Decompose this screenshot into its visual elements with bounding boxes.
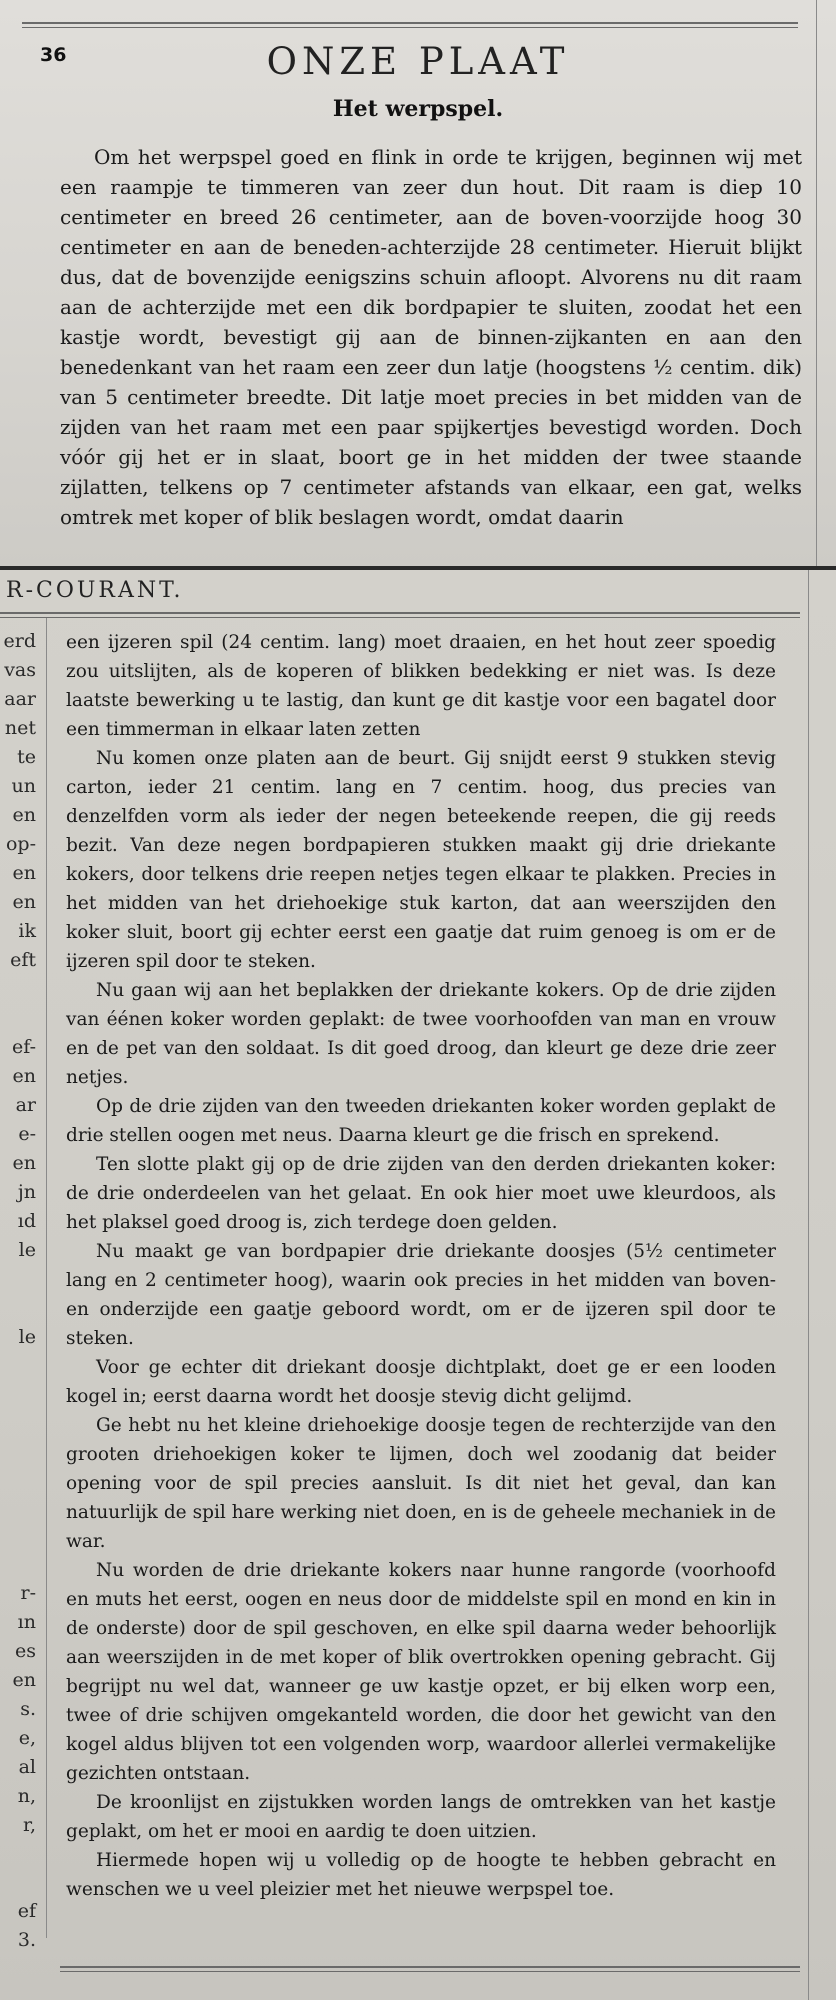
margin-fragment: erd	[3, 630, 36, 652]
margin-fragment: op-	[5, 833, 36, 855]
margin-fragment: en	[12, 1152, 36, 1174]
margin-fragment: en	[12, 1669, 36, 1691]
margin-fragment: ın	[17, 1611, 36, 1633]
margin-fragment: aar	[4, 688, 36, 710]
margin-fragment: 3.	[17, 1929, 36, 1951]
margin-fragment: al	[18, 1756, 36, 1778]
margin-fragment: s.	[20, 1698, 36, 1720]
margin-fragment: vas	[4, 659, 36, 681]
body-paragraph: Nu komen onze platen aan de beurt. Gij snijdt eerst 9 stukken stevig carton, ieder 21 centim. lang en 7 centim. hoog, dus precies van denzelfden vorm als ieder der negen beteekende reepen, die gij reeds bezit. Van deze negen bordpapieren stukken maakt gij drie driekante kokers, door telkens drie reepen netjes tegen elkaar te plakken. Precies in het midden van het driehoekige stuk karton, dat aan weerszijden den koker sluit, boort gij echter eerst een gaatje dat ruim genoeg is om er de ijzeren spil door te steken.	[66, 748, 776, 972]
margin-fragment: e,	[18, 1727, 36, 1749]
bottom-page-scan	[0, 570, 836, 2000]
margin-fragment: en	[12, 862, 36, 884]
margin-fragment: un	[11, 775, 36, 797]
body-paragraph: Nu maakt ge van bordpapier drie driekante doosjes (5½ centimeter lang en 2 centimeter hoog), waarin ook precies in het midden van boven- en onderzijde een gaatje geboord wordt, om er de ijzeren spil door te steken.	[66, 1241, 776, 1349]
margin-fragment: le	[18, 1326, 36, 1348]
margin-fragment: en	[12, 891, 36, 913]
body-paragraph: De kroonlijst en zijstukken worden langs de omtrekken van het kastje geplakt, om het er mooi en aardig te doen uitzien.	[66, 1792, 776, 1842]
article-subtitle: Het werpspel.	[332, 96, 504, 122]
margin-fragment: r-	[20, 1582, 36, 1604]
left-margin-fragments	[0, 570, 40, 2000]
margin-fragment: te	[17, 746, 36, 768]
margin-fragment: en	[12, 1065, 36, 1087]
page-header: R-COURANT.	[6, 578, 184, 603]
margin-fragment: eft	[10, 949, 36, 971]
margin-fragment: ıd	[17, 1210, 36, 1232]
bottom-footer-rule	[60, 1966, 800, 1972]
body-paragraph: Nu gaan wij aan het beplakken der driekante kokers. Op de drie zijden van éénen koker worden geplakt: de twee voorhoofden van man en vrouw en de pet van den soldaat. Is dit goed droog, dan kleurt ge deze drie zeer netjes.	[66, 980, 776, 1088]
margin-fragment: es	[15, 1640, 36, 1662]
margin-fragment: ar	[15, 1094, 36, 1116]
margin-fragment: n,	[17, 1785, 36, 1807]
margin-fragment: e-	[18, 1123, 36, 1145]
top-right-margin-line	[816, 0, 817, 566]
bottom-header-rule	[0, 612, 800, 618]
top-article-body	[60, 142, 802, 532]
column-divider	[46, 618, 47, 1938]
top-double-rule	[22, 22, 798, 28]
margin-fragment: r,	[22, 1814, 36, 1836]
margin-fragment: ef-	[11, 1036, 36, 1058]
margin-fragment: jn	[17, 1181, 36, 1203]
margin-fragment: en	[12, 804, 36, 826]
page-number: 36	[40, 44, 67, 66]
margin-fragment: ef	[17, 1900, 36, 1922]
page-title: ONZE PLAAT	[266, 40, 570, 83]
body-paragraph: Op de drie zijden van den tweeden driekanten koker worden geplakt de drie stellen oogen met neus. Daarna kleurt ge die frisch en sprekend.	[66, 1096, 776, 1146]
body-paragraph: Ten slotte plakt gij op de drie zijden van den derden driekanten koker: de drie onderdeelen van het gelaat. En ook hier moet uwe kleurdoos, als het plaksel goed droog is, zich terdege doen gelden.	[66, 1154, 776, 1233]
body-paragraph: Hiermede hopen wij u volledig op de hoogte te hebben gebracht en wenschen we u veel pleizier met het nieuwe werpspel toe.	[66, 1850, 776, 1900]
margin-fragment: le	[18, 1239, 36, 1261]
top-paragraph: Om het werpspel goed en flink in orde te krijgen, beginnen wij met een raampje te timmeren van zeer dun hout. Dit raam is diep 10 centimeter en breed 26 centimeter, aan de boven-voorzijde hoog 30 centimeter en aan de beneden-achterzijde 28 centimeter. Hieruit blijkt dus, dat de bovenzijde eenigszins schuin afloopt. Alvorens nu dit raam aan de achterzijde met een dik bordpapier te sluiten, zoodat het een kastje wordt, bevestigt gij aan de binnen-zijkanten en aan den benedenkant van het raam een zeer dun latje (hoogstens ½ centim. dik) van 5 centimeter breedte. Dit latje moet precies in bet midden van de zijden van het raam met een paar spijkertjes bevestigd worden. Doch vóór gij het er in slaat, boort ge in het midden der twee staande zijlatten, telkens op 7 centimeter afstands van elkaar, een gat, welks omtrek met koper of blik beslagen wordt, omdat daarin	[60, 145, 802, 529]
bottom-article-body	[66, 628, 776, 1904]
margin-fragment: net	[4, 717, 36, 739]
bottom-right-margin-line	[808, 570, 809, 2000]
margin-fragment: ik	[18, 920, 36, 942]
top-page-scan	[0, 0, 836, 566]
body-paragraph: Voor ge echter dit driekant doosje dichtplakt, doet ge er een looden kogel in; eerst daarna wordt het doosje stevig dicht gelijmd.	[66, 1357, 776, 1407]
body-paragraph: Nu worden de drie driekante kokers naar hunne rangorde (voorhoofd en muts het eerst, oogen en neus door de middelste spil en mond en kin in de onderste) door de spil geschoven, en elke spil daarna weder behoorlijk aan weerszijden in de met koper of blik overtrokken opening gebracht. Gij begrijpt nu wel dat, wanneer ge uw kastje opzet, er bij elken worp een, twee of drie schijven omgekanteld worden, die door het gewicht van den kogel aldus blijven tot een volgenden worp, waardoor allerlei vermakelijke gezichten ontstaan.	[66, 1560, 776, 1784]
body-paragraph: een ijzeren spil (24 centim. lang) moet draaien, en het hout zeer spoedig zou uitslijten, als de koperen of blikken bedekking er niet was. Is deze laatste bewerking u te lastig, dan kunt ge dit kastje voor een bagatel door een timmerman in elkaar laten zetten	[66, 632, 776, 740]
body-paragraph: Ge hebt nu het kleine driehoekige doosje tegen de rechterzijde van den grooten driehoekigen koker te lijmen, doch wel zoodanig dat beider opening voor de spil precies aansluit. Is dit niet het geval, dan kan natuurlijk de spil hare werking niet doen, en is de geheele mechaniek in de war.	[66, 1415, 776, 1552]
